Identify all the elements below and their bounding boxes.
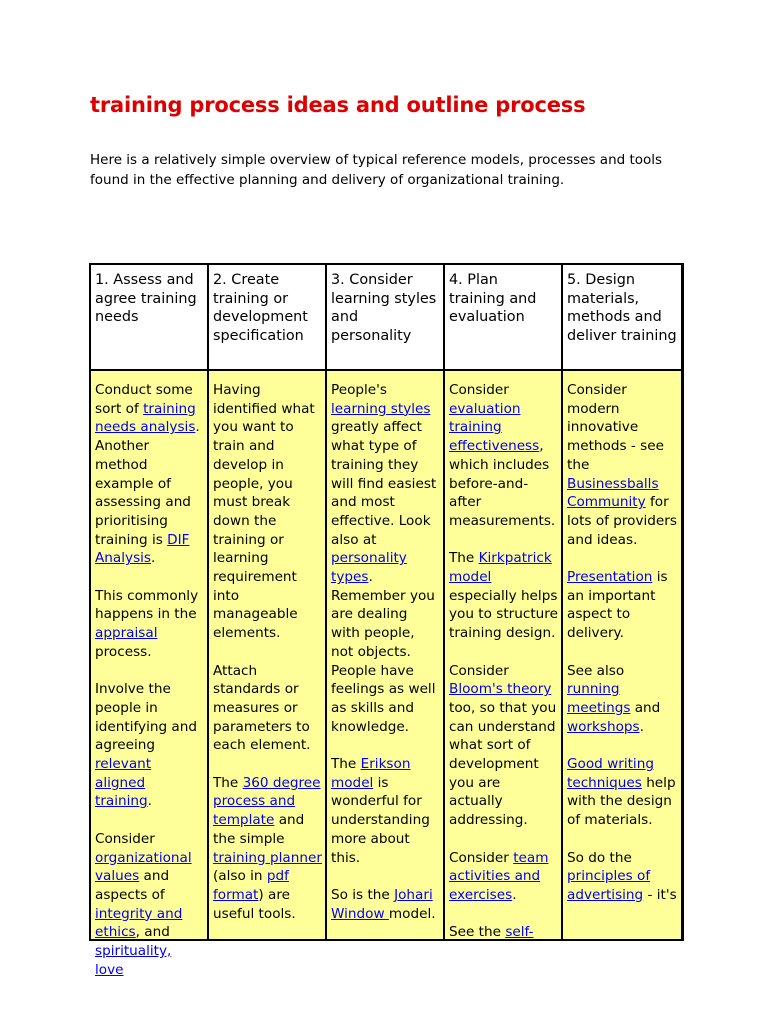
paragraph [95,680,204,811]
body-text: and [630,699,661,716]
paragraph [449,381,558,531]
body-text: Consider modern innovative methods - see the [567,382,664,473]
inline-link[interactable]: team activities and exercises [449,849,549,903]
paragraph [95,830,204,980]
inline-link[interactable]: Johari Window [331,886,433,922]
body-text: The [449,550,479,567]
inline-link[interactable]: pdf format [213,868,289,903]
body-text: Conduct some sort of [95,382,193,417]
page-title: training process ideas and outline process [90,93,586,117]
body-text: Consider [449,382,509,398]
body-text: . [512,886,517,903]
body-text: for lots of providers and ideas. [567,494,677,548]
body-text: Involve the people in identifying and agreeing [95,681,197,754]
inline-link[interactable]: Good writing techniques [567,756,654,791]
body-text: and the simple [213,812,305,847]
paragraph [449,923,558,942]
body-text: The [331,756,361,773]
header-row [91,265,681,371]
body-text: . Another method example of assessing and prioritising training is [95,419,200,548]
paragraph [213,381,322,643]
column-cell-2 [209,371,327,941]
paragraph [567,662,678,737]
paragraph [213,662,322,756]
inline-link[interactable]: training needs analysis [95,400,196,436]
inline-link[interactable]: learning styles [331,400,431,417]
body-text: Consider [449,849,514,866]
body-text: is an important aspect to delivery. [567,569,668,642]
body-text: especially helps you to structure training design. [449,587,558,642]
body-text: process. [95,643,152,660]
body-text: Attach standards or measures or parameters to each element. [213,662,311,754]
paragraph [331,381,440,736]
body-text: So do the [567,849,632,866]
body-text: and aspects of [95,868,170,903]
body-text: People's [331,382,387,398]
body-text: Having identified what you want to train and develop in people, you must break down the training or learning requirement into manageable elements. [213,382,315,642]
column-header-5: 5. Design materials, methods and deliver training [563,265,681,371]
column-cell-5 [563,371,681,941]
paragraph [213,774,322,924]
inline-link[interactable]: DIF Analysis [95,531,190,567]
inline-link[interactable]: workshops [567,718,640,735]
body-text: model. [388,905,436,922]
inline-link[interactable]: Erikson model [331,756,411,791]
body-text: . [147,793,152,810]
inline-link[interactable]: spirituality, love [95,943,172,978]
body-text: (also in [213,868,267,885]
paragraph [567,755,678,830]
body-text: Consider [449,662,509,679]
column-header-1: 1. Assess and agree training needs [91,265,209,371]
inline-link[interactable]: personality types [331,550,407,586]
intro-paragraph: Here is a relatively simple overview of typical reference models, processes and tools found in the effective planning and delivery of organizational training. [90,152,663,188]
inline-link[interactable]: Presentation [567,569,653,586]
inline-link[interactable]: training planner [213,849,322,866]
column-header-4: 4. Plan training and evaluation [445,265,563,371]
body-text: See the [449,924,506,941]
inline-link[interactable]: relevant aligned training [95,756,152,810]
body-text: is wonderful for understanding more about this. [331,774,430,866]
inline-link[interactable]: 360 degree process and template [213,774,321,829]
column-header-3: 3. Consider learning styles and personality [327,265,445,371]
paragraph [331,755,440,867]
paragraph [567,568,678,643]
body-text: . [151,550,156,567]
column-cell-3 [327,371,445,941]
inline-link[interactable]: integrity and ethics [95,905,183,941]
paragraph [449,849,558,905]
column-cell-1 [91,371,209,978]
paragraph [567,381,678,549]
inline-link[interactable]: appraisal [95,625,158,642]
body-text: . [639,718,644,735]
body-text: , which includes before-and-after measurements. [449,438,556,529]
body-text: Consider [95,830,155,847]
inline-link[interactable]: Kirkpatrick model [449,550,552,586]
body-text: , and [135,924,170,941]
paragraph [95,587,204,662]
body-text: greatly affect what type of training they will find easiest and most effective. Look also at [331,419,437,548]
paragraph [95,381,204,568]
inline-link[interactable]: running meetings [567,681,631,716]
inline-link[interactable]: Businessballs Community [567,475,659,511]
body-text: - it's [643,886,677,903]
training-process-table [89,263,684,978]
inline-link[interactable]: principles of advertising [567,868,651,903]
body-text: help with the design of materials. [567,774,676,829]
paragraph [449,662,558,830]
inline-link[interactable]: evaluation training effectiveness [449,400,540,455]
content-row [91,371,681,941]
body-text: This commonly happens in the [95,587,199,623]
paragraph [331,886,440,923]
inline-link[interactable]: Bloom's theory [449,681,552,698]
body-text: See also [567,662,625,679]
body-text: The [213,774,243,791]
body-text: too, so that you can understand what sort of development you are actually addressing. [449,699,557,829]
body-text: ) are useful tools. [213,886,296,922]
body-text: . Remember you are dealing with people, not objects. People have feelings as well as skills and knowledge. [331,569,436,735]
column-header-2: 2. Create training or development specification [209,265,327,371]
inline-link[interactable]: self- [505,924,534,941]
column-cell-4 [445,371,563,941]
inline-link[interactable]: organizational values [95,849,192,885]
paragraph [567,849,678,905]
paragraph [449,549,558,643]
body-text: So is the [331,886,395,903]
